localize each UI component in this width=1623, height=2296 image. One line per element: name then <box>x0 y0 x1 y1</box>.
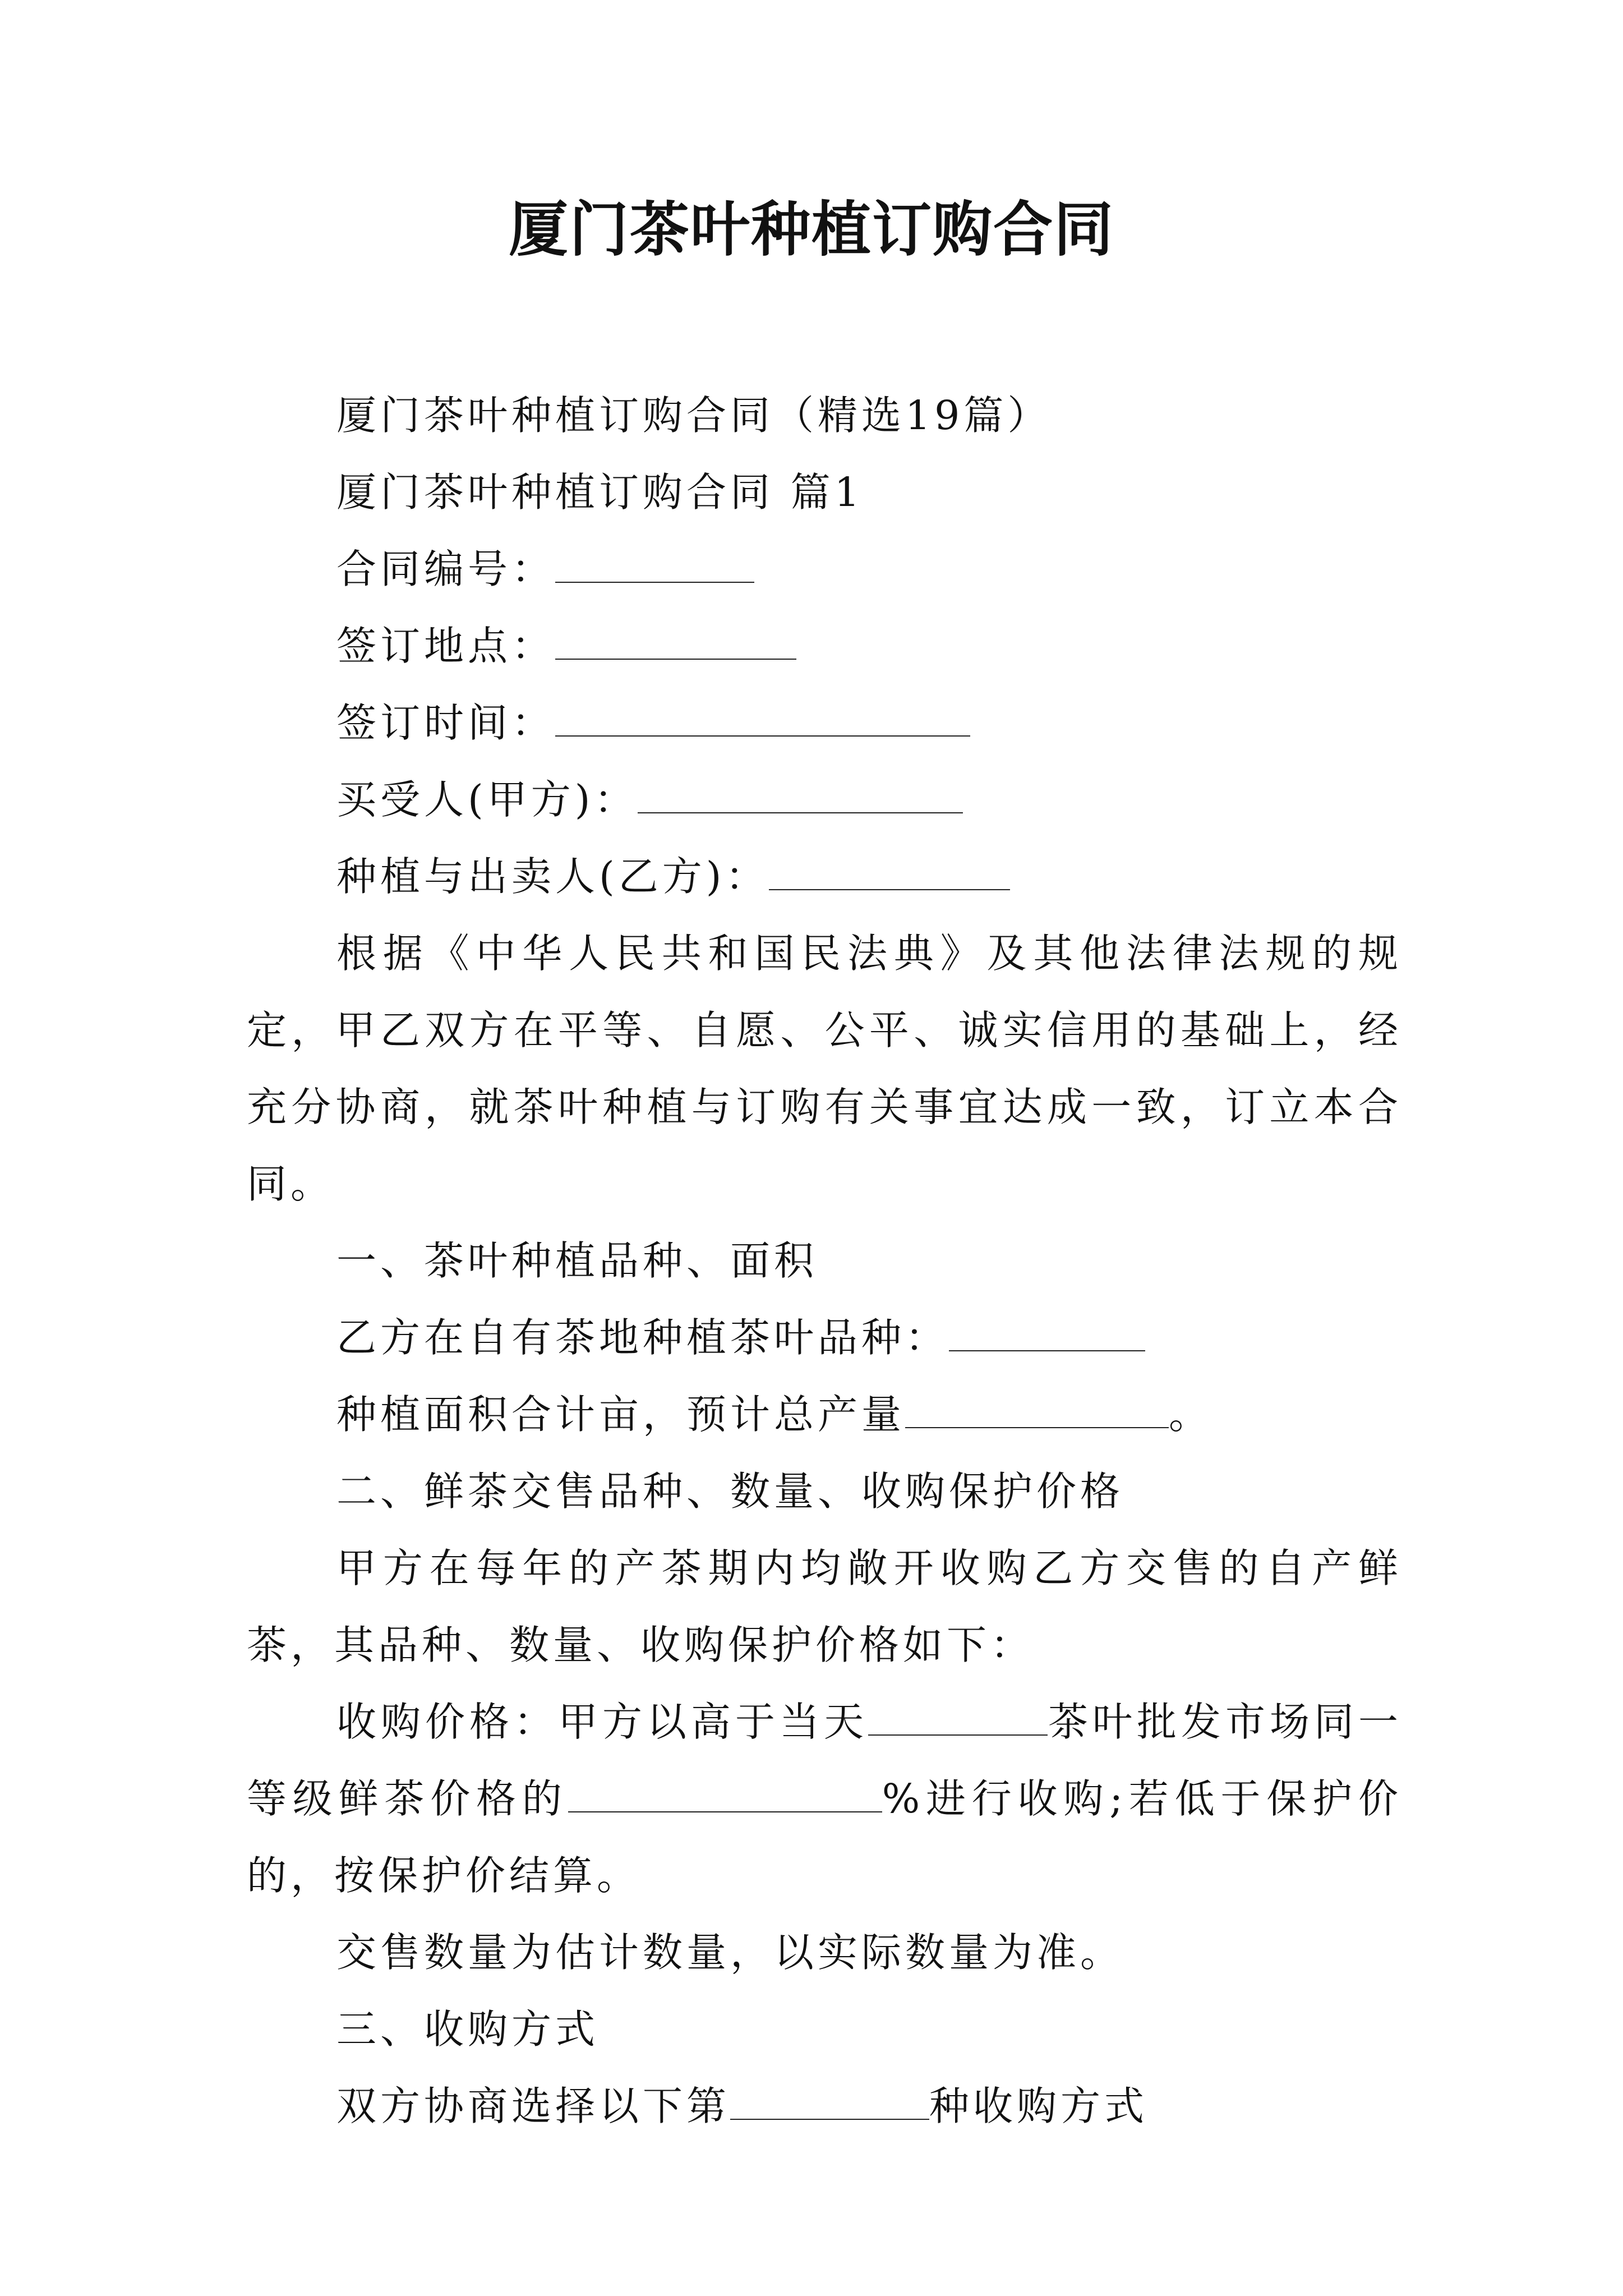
paragraph-subtitle: 厦门茶叶种植订购合同（精选19篇） <box>336 392 1052 439</box>
field-label: 签订地点： <box>336 623 556 669</box>
blank-line <box>730 2085 929 2120</box>
paragraph-purchase-price <box>247 1683 1402 1914</box>
blank-line <box>905 1393 1169 1428</box>
blank-line <box>769 855 1010 890</box>
field-label: 种植与出卖人(乙方)： <box>336 853 769 900</box>
field-contract-number <box>247 531 1402 608</box>
blank-line <box>568 1778 882 1812</box>
blank-line <box>555 702 970 737</box>
document-title: 厦门茶叶种植订购合同 <box>509 195 1114 264</box>
paragraph-purchase-terms: 甲方在每年的产茶期内均敞开收购乙方交售的自产鲜茶，其品种、数量、收购保护价格如下： <box>247 1545 1402 1668</box>
field-label: 种植面积合计亩，预计总产量 <box>336 1391 906 1438</box>
document-body <box>247 377 1402 2145</box>
field-buyer <box>247 761 1402 838</box>
blank-line <box>868 1701 1048 1736</box>
text-segment: 双方协商选择以下第 <box>336 2083 731 2129</box>
text-segment: 收购价格：甲方以高于当天 <box>336 1699 868 1745</box>
text-segment: 茶叶批发市场同一等级鲜茶价格的 <box>247 1699 1402 1822</box>
text-segment: %进行收购;若低于保护价的，按保护价结算。 <box>247 1775 1402 1899</box>
field-seller <box>247 838 1402 915</box>
field-label: 买受人(甲方)： <box>336 776 638 823</box>
text-segment: 种收购方式 <box>929 2083 1149 2129</box>
field-label: 合同编号： <box>336 546 556 592</box>
field-label: 乙方在自有茶地种植茶叶品种： <box>336 1314 949 1361</box>
field-purchase-method <box>247 2068 1402 2145</box>
blank-line <box>949 1317 1145 1351</box>
blank-line <box>555 625 796 660</box>
heading-section-2: 二、鲜茶交售品种、数量、收购保护价格 <box>336 1468 1124 1515</box>
paragraph-quantity: 交售数量为估计数量，以实际数量为准。 <box>336 1929 1124 1976</box>
blank-line <box>638 779 963 813</box>
field-signing-time <box>247 684 1402 761</box>
field-planting-area <box>247 1376 1402 1453</box>
paragraph-preamble: 根据《中华人民共和国民法典》及其他法律法规的规定，甲乙双方在平等、自愿、公平、诚实信用的基础上，经充分协商，就茶叶种植与订购有关事宜达成一致，订立本合同。 <box>247 930 1402 1207</box>
heading-section-3: 三、收购方式 <box>336 2006 600 2053</box>
field-tea-variety <box>247 1299 1402 1376</box>
field-label: 签订时间： <box>336 700 556 746</box>
heading-section-1: 一、茶叶种植品种、面积 <box>336 1237 818 1284</box>
blank-line <box>555 548 754 583</box>
field-signing-place <box>247 608 1402 684</box>
paragraph-section-heading: 厦门茶叶种植订购合同 篇1 <box>336 469 864 516</box>
field-suffix: 。 <box>1169 1391 1213 1438</box>
